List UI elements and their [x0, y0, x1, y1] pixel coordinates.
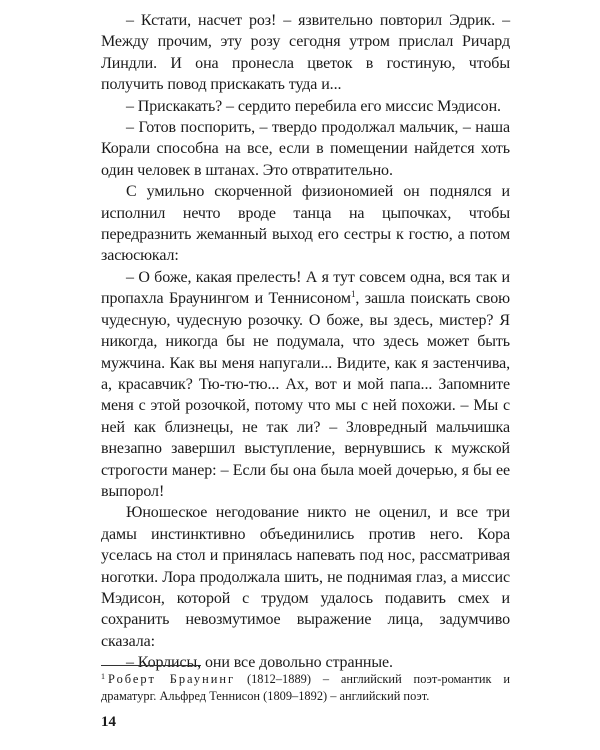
book-page	[101, 0, 510, 750]
paragraph-monologue	[101, 267, 510, 502]
paragraph: – Корлисы, они все довольно странные.	[126, 654, 393, 672]
page-number: 14	[101, 714, 116, 730]
paragraph: Юношеское негодование никто не оценил, и все три дамы инстинктивно объединились против него. Кора уселась на стол и принялась напевать под нос, рассматривая ноготки. Лора продолжала шить, не поднимая глаз, а миссис Мэдисон, которой с трудом удалось подавить смех и сохранить невозмутимое выражение лица, задумчиво сказала:	[101, 504, 510, 650]
footnote-marker: 1	[101, 672, 105, 681]
paragraph: – Прискакать? – сердито перебила его миссис Мэдисон.	[126, 97, 501, 115]
paragraph: – Кстати, насчет роз! – язвительно повторил Эдрик. – Между прочим, эту розу сегодня утром прислал Ричард Линдли. И она пронесла цветок в гостиную, чтобы получить повод прискакать туда и...	[101, 12, 510, 94]
body-text	[101, 10, 510, 674]
footnote-name: Альфред Теннисон	[159, 689, 261, 703]
paragraph: – Готов поспорить, – твердо продолжал мальчик, – наша Корали способна на все, если в помещении найдется хоть один человек в штанах. Это отвратительно.	[101, 119, 510, 179]
monologue-text-tail: – Мы с ней как близнецы, не так ли? – Зловредный мальчишка внезапно завершил выступление, вернувшись к мужской строгости манер: – Если бы она была моей дочерью, я бы ее выпорол!	[101, 397, 511, 500]
monologue-text-end: , зашла поискать свою чудесную, чудесную розочку. О боже, вы здесь, мистер? Я никогда, никогда бы не подумала, что здесь может быть мужчина. Как вы меня напугали... Видите, как я застенчива, а, красавчик? Тю-тю-тю... Ах, вот и мой папа... Запомните меня с этой розочкой, потому что мы с ней похожи.	[101, 290, 511, 415]
footnote-text: (1812–1889) – английский поэт-романтик и драматург.	[101, 672, 510, 703]
footnote-text: (1809–1892) – английский поэт.	[260, 689, 430, 703]
footnote-name: Роберт Браунинг	[108, 672, 236, 686]
paragraph: С умильно скорченной физиономией он поднялся и исполнил нечто вроде танца на цыпочках, чтобы передразнить жеманный выход его сестры к гостю, а потом засюсюкал:	[101, 183, 510, 265]
footnote-reference: 1	[350, 289, 356, 300]
monologue-text-start: – О боже, какая прелесть! А я тут совсем одна, вся так и пропахла Браунингом и Теннисоном	[101, 268, 510, 308]
footnote-divider	[101, 665, 201, 666]
footnote	[101, 671, 510, 705]
